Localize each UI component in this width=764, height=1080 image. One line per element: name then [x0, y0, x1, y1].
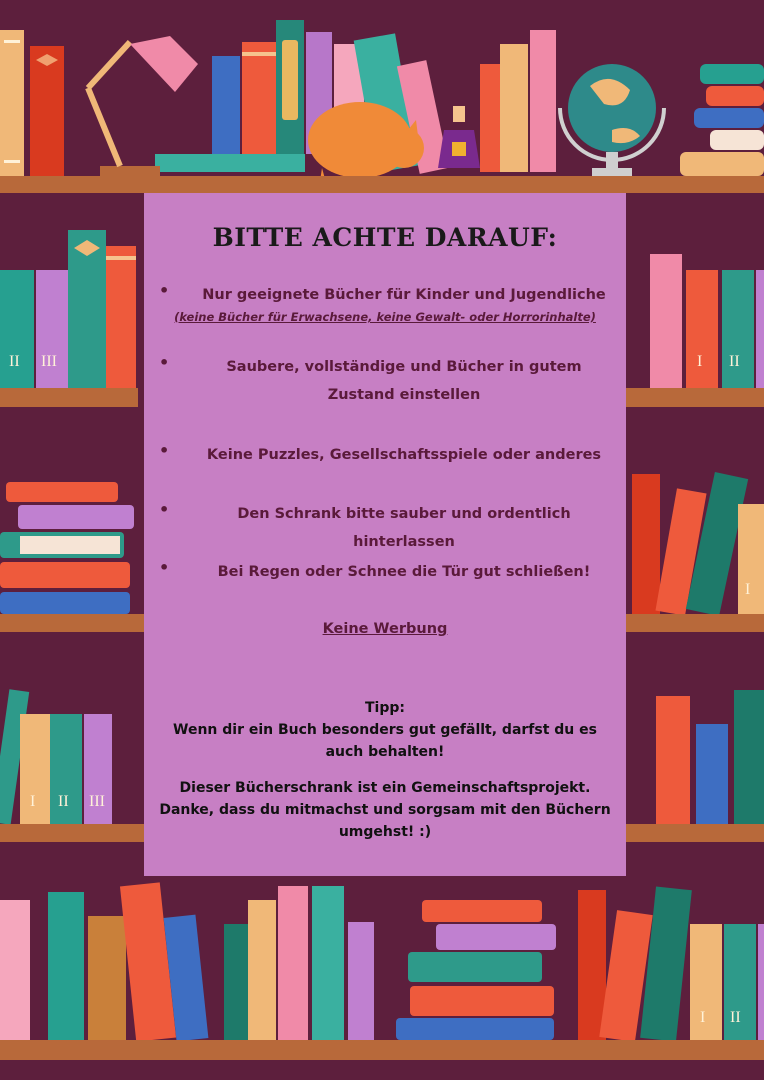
spine-numeral: I [30, 793, 36, 810]
bullet-icon: • [159, 281, 170, 300]
bullet-icon: • [159, 353, 170, 372]
rule-item [154, 558, 624, 586]
rule-text: Saubere, vollständige und Bücher in gutem Zustand einstellen [226, 359, 582, 403]
globe [560, 64, 664, 176]
tip-project-text: Dieser Bücherschrank ist ein Gemeinschaftsprojekt. [179, 780, 591, 796]
bottom-shelf-books [0, 882, 764, 1060]
tip-text: Wenn dir ein Buch besonders gut gefällt, darfst du es auch behalten! [173, 722, 597, 760]
no-ads-note: Keine Werbung [322, 621, 448, 637]
bullet-icon: • [159, 500, 170, 519]
spine-numeral: II [730, 1009, 741, 1026]
tip-thanks-text: Danke, dass du mitmachst und sorgsam mit den Büchern umgehst! :) [159, 802, 611, 840]
rule-text: Bei Regen oder Schnee die Tür gut schließen! [217, 564, 591, 580]
rule-item [154, 281, 624, 309]
right-shelf-books [620, 254, 764, 842]
rule-text: Den Schrank bitte sauber und ordentlich hinterlassen [237, 506, 571, 550]
spine-numeral: II [9, 353, 20, 370]
bullet-icon: • [159, 558, 170, 577]
rule-item [154, 353, 624, 409]
spine-numeral: I [697, 353, 703, 370]
rule-text: Nur geeignete Bücher für Kinder und Jugendliche [202, 287, 606, 303]
spine-numeral: III [89, 793, 105, 810]
notice-title: BITTE ACHTE DARAUF: [212, 223, 558, 252]
rule-text: Keine Puzzles, Gesellschaftsspiele oder anderes [206, 447, 602, 463]
notice-panel [144, 193, 626, 876]
tip-heading: Tipp: [365, 700, 405, 716]
spine-numeral: II [729, 353, 740, 370]
bullet-icon: • [159, 441, 170, 460]
left-shelf-books [0, 230, 144, 842]
potion-bottle [438, 106, 480, 168]
rule-item [154, 441, 624, 469]
spine-numeral: II [58, 793, 69, 810]
spine-numeral: I [700, 1009, 706, 1026]
spine-numeral: I [745, 581, 751, 598]
rule-item [154, 500, 624, 556]
spine-numeral: III [41, 353, 57, 370]
rule-note: (keine Bücher für Erwachsene, keine Gewalt- oder Horrorinhalte) [174, 310, 596, 324]
top-shelf [0, 176, 764, 193]
